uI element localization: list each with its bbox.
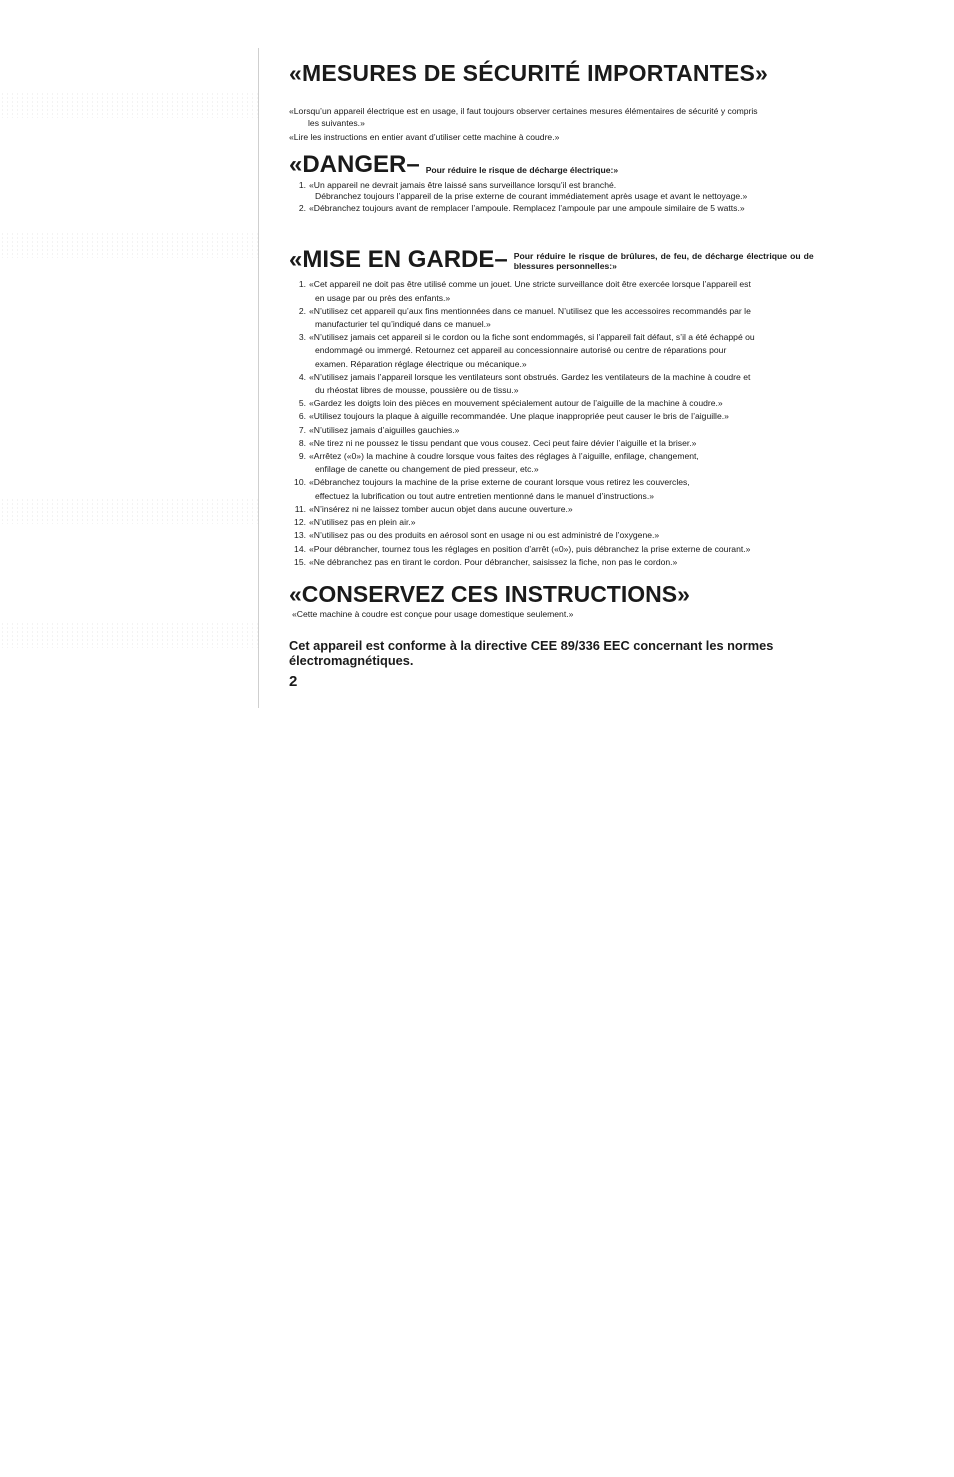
item-number: 1. [298, 179, 306, 190]
scan-speckle [0, 622, 260, 648]
mise-en-garde-header [289, 248, 834, 272]
danger-heading: «DANGER– [289, 150, 420, 178]
list-item [289, 180, 834, 203]
mise-en-garde-heading: «MISE EN GARDE– [289, 246, 508, 274]
danger-subheading: Pour réduire le risque de décharge électrique:» [425, 165, 619, 176]
item-text: «N’utilisez jamais d’aiguilles gauchies.» [309, 424, 460, 435]
margin-line [258, 48, 259, 708]
list-item [289, 503, 834, 516]
list-item [289, 371, 834, 397]
item-text: manufacturier tel qu’indiqué dans ce manuel.» [315, 319, 491, 330]
item-number: 10. [294, 477, 306, 488]
item-text: «N’insérez ni ne laissez tomber aucun objet dans aucune ouverture.» [309, 503, 573, 514]
page-title: «MESURES DE SÉCURITÉ IMPORTANTES» [289, 60, 769, 86]
item-text: «N’utilisez jamais l’appareil lorsque les ventilateurs sont obstrués. Gardez les ventilateurs de la machine à coudre et [309, 371, 751, 382]
item-number: 15. [294, 556, 306, 567]
item-number: 1. [298, 279, 306, 290]
item-text: endommagé ou immergé. Retournez cet appareil au concessionnaire autorisé ou centre de réparations pour [315, 345, 727, 356]
intro-line: «Lire les instructions en entier avant d’utiliser cette machine à coudre.» [289, 132, 560, 143]
item-text: «Ne tirez ni ne poussez le tissu pendant que vous cousez. Ceci peut faire dévier l’aiguille et la briser.» [309, 437, 697, 448]
scan-speckle [0, 498, 260, 524]
item-text: «Débranchez toujours avant de remplacer l’ampoule. Remplacez l’ampoule par une ampoule similaire de 5 watts.» [309, 202, 745, 213]
list-item [289, 516, 834, 529]
conserve-note: «Cette machine à coudre est conçue pour usage domestique seulement.» [292, 609, 574, 620]
item-text: «Gardez les doigts loin des pièces en mouvement spécialement autour de l’aiguille de la machine à coudre.» [309, 398, 723, 409]
item-text: effectuez la lubrification ou tout autre entretien mentionné dans le manuel d’instructions.» [315, 490, 655, 501]
list-item [289, 556, 834, 569]
item-number: 12. [294, 517, 306, 528]
list-item [289, 305, 834, 331]
item-text: «Arrêtez («0») la machine à coudre lorsque vous faites des réglages à l’aiguille, enfilage, changement, [309, 451, 699, 462]
mise-en-garde-list [289, 278, 834, 568]
item-text: «N’utilisez jamais cet appareil si le cordon ou la fiche sont endommagés, si l’appareil fait défaut, s’il a été échappé ou [309, 332, 755, 343]
mise-en-garde-subheading: Pour réduire le risque de brûlures, de feu, de décharge électrique ou de blessures personnelles:» [513, 251, 814, 271]
intro-line-continued: les suivantes.» [308, 117, 365, 128]
item-number: 6. [298, 411, 306, 422]
item-number: 11. [294, 503, 306, 514]
scan-speckle [0, 232, 260, 258]
item-text: «Ne débranchez pas en tirant le cordon. Pour débrancher, saisissez la fiche, non pas le cordon.» [309, 556, 678, 567]
conformity-statement: Cet appareil est conforme à la directive CEE 89/336 EEC concernant les normes électromagnétiques. [289, 638, 774, 668]
item-text: en usage par ou près des enfants.» [315, 292, 451, 303]
list-item [289, 529, 834, 542]
scan-speckle [0, 92, 260, 118]
list-item [289, 397, 834, 410]
item-number: 7. [298, 424, 306, 435]
intro-text [289, 106, 834, 144]
list-item [289, 278, 834, 304]
list-item [289, 450, 834, 476]
item-text: du rhéostat libres de mousse, poussière ou de tissu.» [315, 385, 519, 396]
item-number: 3. [298, 332, 306, 343]
item-text: Débranchez toujours l’appareil de la prise externe de courant immédiatement après usage et avant le nettoyage.» [315, 191, 748, 202]
page-number: 2 [289, 673, 298, 691]
list-item [289, 410, 834, 423]
item-number: 13. [294, 530, 306, 541]
conserve-heading: «CONSERVEZ CES INSTRUCTIONS» [289, 580, 690, 607]
item-text: «N’utilisez pas en plein air.» [309, 517, 416, 528]
item-text: enfilage de canette ou changement de pied presseur, etc.» [315, 464, 539, 475]
list-item [289, 437, 834, 450]
list-item [289, 331, 834, 371]
list-item [289, 424, 834, 437]
item-text: «Utilisez toujours la plaque à aiguille recommandée. Une plaque inappropriée peut causer le bris de l’aiguille.» [309, 411, 729, 422]
item-number: 2. [298, 305, 306, 316]
item-text: examen. Réparation réglage électrique ou mécanique.» [315, 358, 527, 369]
list-item [289, 476, 834, 502]
item-text: «Cet appareil ne doit pas être utilisé comme un jouet. Une stricte surveillance doit être exercée lorsque l’appareil est [309, 279, 751, 290]
item-number: 14. [294, 543, 306, 554]
danger-list [289, 180, 834, 215]
item-number: 8. [298, 437, 306, 448]
item-text: «Pour débrancher, tournez tous les réglages en position d’arrêt («0»), puis débranchez la prise externe de courant.» [309, 543, 751, 554]
item-number: 5. [298, 398, 306, 409]
list-item [289, 543, 834, 556]
item-number: 9. [298, 451, 306, 462]
item-text: «N’utilisez cet appareil qu’aux fins mentionnées dans ce manuel. N’utilisez que les accessoires recommandés par le [309, 305, 751, 316]
item-number: 4. [298, 371, 306, 382]
item-number: 2. [298, 202, 306, 213]
item-text: «Débranchez toujours la machine de la prise externe de courant lorsque vous retirez les couvercles, [309, 477, 690, 488]
danger-header [289, 150, 834, 178]
manual-page [289, 60, 834, 690]
item-text: «N’utilisez pas ou des produits en aérosol sont en usage ni ou est administré de l’oxygene.» [309, 530, 660, 541]
intro-line: «Lorsqu’un appareil électrique est en usage, il faut toujours observer certaines mesures élémentaires de sécurité y compris [289, 106, 758, 117]
list-item [289, 203, 834, 215]
item-text: «Un appareil ne devrait jamais être laissé sans surveillance lorsqu’il est branché. [309, 179, 617, 190]
